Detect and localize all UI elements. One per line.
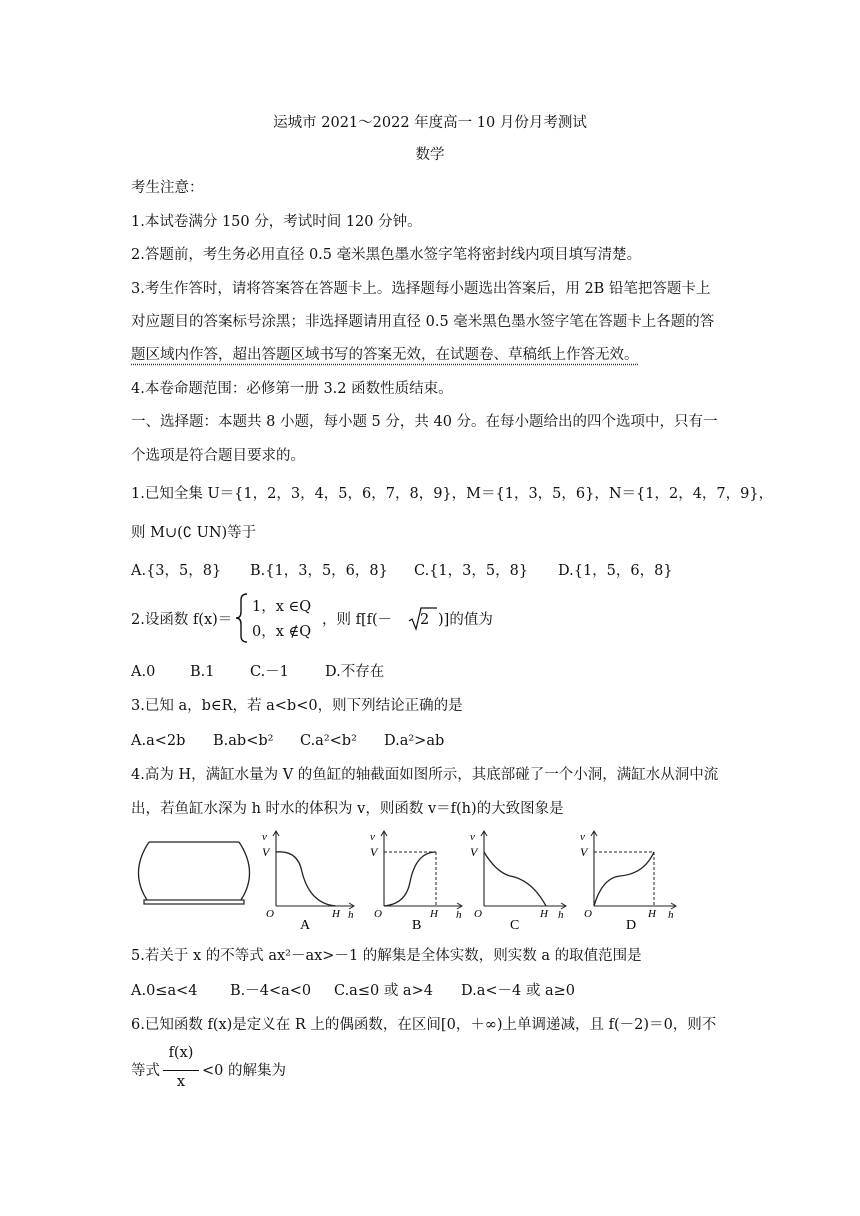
subject-title: 数学 [415, 147, 445, 163]
q6-stem-prefix: 等式 [131, 1063, 160, 1079]
graph-a-h-max: H [332, 908, 340, 920]
graph-d [576, 828, 680, 932]
q2-stem-suffix-b: )]的值为 [438, 612, 493, 628]
q4-stem-line-2: 出，若鱼缸水深为 h 时水的体积为 v，则函数 v＝f(h)的大致图象是 [131, 801, 564, 817]
graph-b-v-label: V [370, 845, 378, 859]
graph-c-v-label: V [470, 845, 478, 859]
q5-option-d: D.a<－4 或 a≥0 [461, 983, 575, 999]
q5-option-a: A.0≤a<4 [131, 983, 198, 999]
graph-a [258, 828, 358, 932]
exam-title: 运城市 2021～2022 年度高一 10 月份月考测试 [273, 115, 587, 131]
q3-option-c: C.a²<b² [300, 733, 357, 749]
graph-c-label: C [510, 918, 520, 932]
graph-c [466, 828, 570, 932]
q2-case-2: 0，x ∉Q [252, 624, 312, 640]
q5-stem: 5.若关于 x 的不等式 ax²－ax>－1 的解集是全体实数，则实数 a 的取值范围是 [131, 948, 642, 964]
graph-d-label: D [626, 918, 637, 932]
q2-stem-suffix-a: ，则 f[f(－ [322, 612, 393, 628]
notice-item-4: 4.本卷命题范围：必修第一册 3.2 函数性质结束。 [131, 381, 453, 397]
graph-b-origin: O [374, 908, 382, 920]
q2-option-b: B.1 [190, 664, 215, 680]
graph-c-y-label: v [470, 831, 475, 843]
graph-d-y-label: v [580, 831, 585, 843]
q3-option-b: B.ab<b² [213, 733, 274, 749]
graph-b-x-label: h [456, 909, 462, 921]
notice-item-3-line-3: 题区域内作答，超出答题区域书写的答案无效，在试题卷、草稿纸上作答无效。 [131, 347, 639, 363]
q2-case-1: 1，x ∈Q [252, 599, 312, 615]
graph-d-x-label: h [668, 909, 674, 921]
q1-option-d: D.{1，5，6，8} [558, 563, 673, 579]
notice-item-3-line-1: 3.考生作答时，请将答案答在答题卡上。选择题每小题选出答案后，用 2B 铅笔把答题卡上 [131, 281, 711, 297]
graph-c-origin: O [474, 908, 482, 920]
q2-option-a: A.0 [131, 664, 156, 680]
notice-item-2: 2.答题前，考生务必用直径 0.5 毫米黑色墨水签字笔将密封线内项目填写清楚。 [131, 247, 642, 263]
q6-fraction-denominator: x [176, 1074, 186, 1090]
q3-option-d: D.a²>ab [384, 733, 445, 749]
q2-brace [235, 592, 249, 644]
q2-sqrt-value: 2 [420, 612, 430, 628]
graph-a-origin: O [266, 908, 274, 920]
q1-stem-line-2: 则 M∪(∁ UN)等于 [131, 525, 257, 541]
fish-tank-figure [135, 840, 253, 910]
notice-item-3-line-2: 对应题目的答案标号涂黑；非选择题请用直径 0.5 毫米黑色墨水签字笔在答题卡上各题的答 [131, 314, 715, 330]
graph-c-x-label: h [558, 909, 564, 921]
q5-option-b: B.－4<a<0 [230, 983, 312, 999]
section-heading-line-2: 个选项是符合题目要求的。 [131, 448, 305, 464]
q3-option-a: A.a<2b [131, 733, 186, 749]
section-heading-line-1: 一、选择题：本题共 8 小题，每小题 5 分，共 40 分。在每小题给出的四个选项中，只有一 [131, 414, 718, 430]
graph-b-label: B [412, 918, 422, 932]
graph-a-x-label: h [348, 909, 354, 921]
q2-stem-prefix: 2.设函数 f(x)＝ [131, 612, 233, 628]
q4-stem-line-1: 4.高为 H，满缸水量为 V 的鱼缸的轴截面如图所示，其底部碰了一个小洞，满缸水从洞中流 [131, 767, 719, 783]
q6-fraction-bar [163, 1070, 199, 1071]
graph-a-v-label: V [262, 845, 270, 859]
q1-option-a: A.{3，5，8} [131, 563, 222, 579]
graph-d-origin: O [584, 908, 592, 920]
notice-heading: 考生注意： [131, 180, 204, 196]
graph-c-h-max: H [540, 908, 548, 920]
graph-a-label: A [300, 918, 311, 932]
graph-b [366, 828, 466, 932]
q6-stem-suffix: <0 的解集为 [202, 1063, 286, 1079]
graph-b-h-max: H [430, 908, 438, 920]
notice-item-1: 1.本试卷满分 150 分，考试时间 120 分钟。 [131, 214, 422, 230]
graph-d-h-max: H [648, 908, 656, 920]
graph-a-y-label: v [262, 831, 267, 843]
q5-option-c: C.a≤0 或 a>4 [334, 983, 433, 999]
q1-option-c: C.{1，3，5，8} [414, 563, 529, 579]
graph-b-y-label: v [370, 831, 375, 843]
q2-option-d: D.不存在 [325, 664, 385, 680]
q1-stem-line-1: 1.已知全集 U＝{1，2，3，4，5，6，7，8，9}，M＝{1，3，5，6}，N＝{1，2，4，7，9}， [131, 486, 774, 502]
graph-d-v-label: V [580, 845, 588, 859]
q6-fraction-numerator: f(x) [168, 1045, 194, 1061]
q6-stem-line-1: 6.已知函数 f(x)是定义在 R 上的偶函数，在区间[0，＋∞)上单调递减，且 f(－2)＝0，则不 [131, 1017, 717, 1033]
q2-option-c: C.－1 [250, 664, 289, 680]
q1-option-b: B.{1，3，5，6，8} [250, 563, 388, 579]
q3-stem: 3.已知 a，b∈R，若 a<b<0，则下列结论正确的是 [131, 698, 463, 714]
